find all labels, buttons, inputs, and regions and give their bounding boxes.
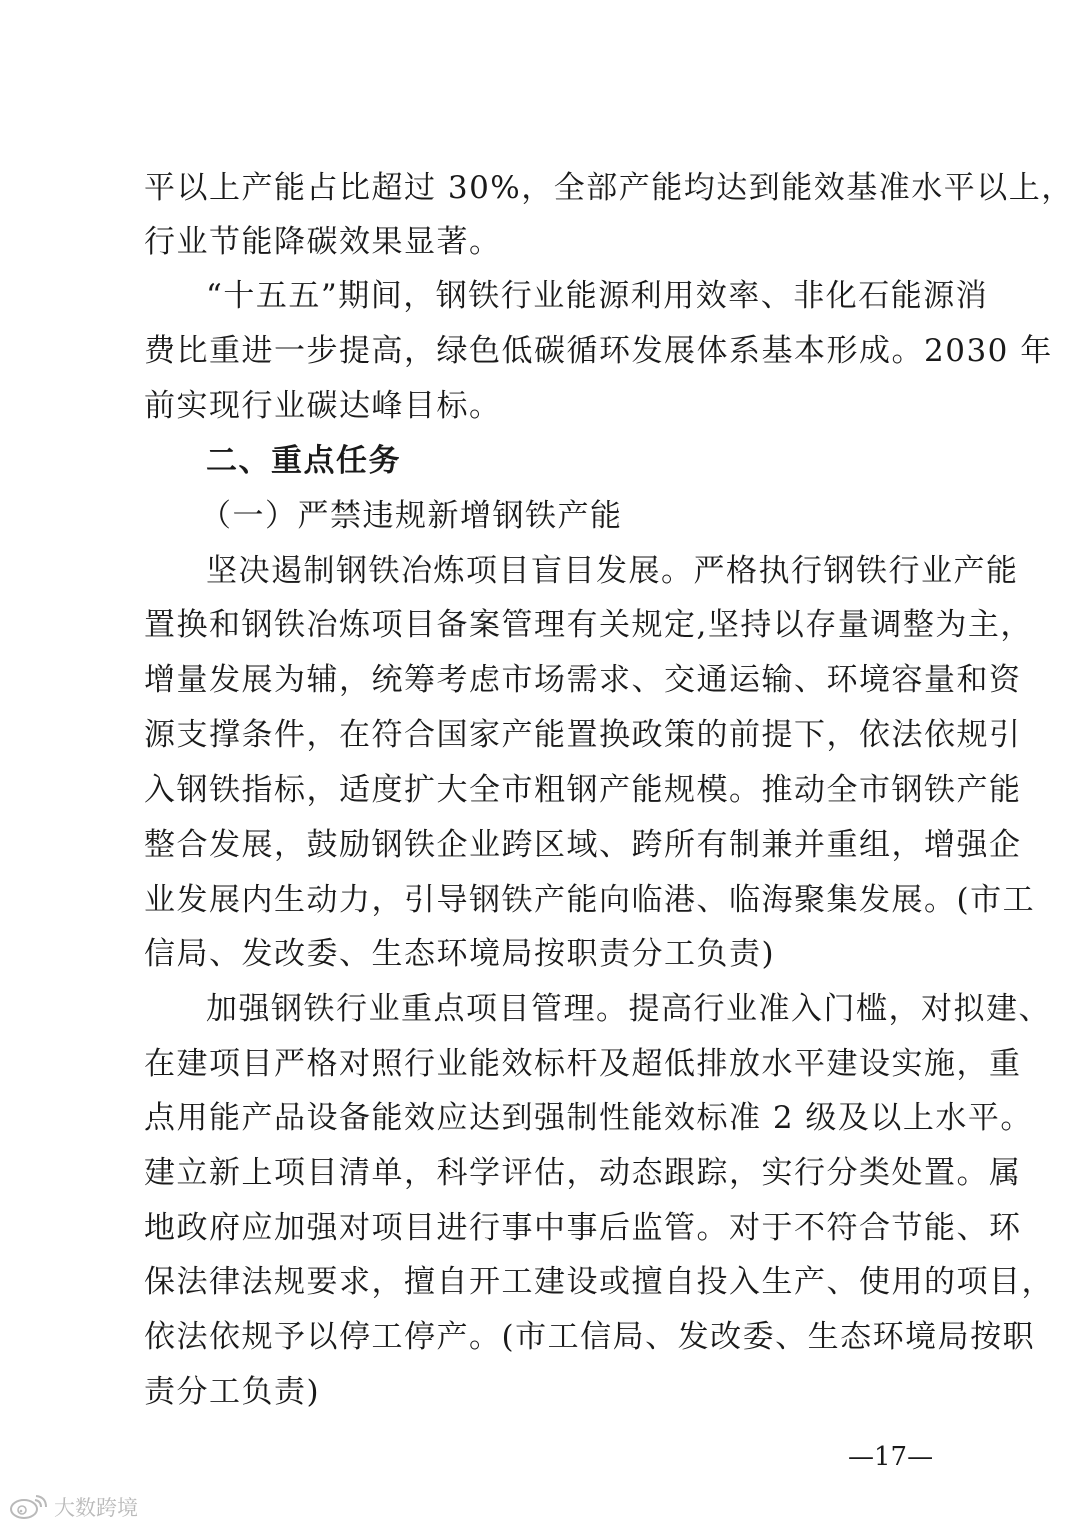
- body-text-line: 依法依规予以停工停产。(市工信局、发改委、生态环境局按职: [144, 1319, 1036, 1355]
- body-text-line: 前实现行业碳达峰目标。: [144, 388, 502, 424]
- subsection-heading: （一）严禁违规新增钢铁产能: [200, 498, 623, 534]
- paragraph-first-line: 坚决遏制钢铁冶炼项目盲目发展。严格执行钢铁行业产能: [206, 553, 1019, 589]
- body-text-line: 建立新上项目清单，科学评估，动态跟踪，实行分类处置。属: [144, 1155, 1022, 1191]
- section-heading: 二、重点任务: [206, 443, 401, 479]
- body-text-line: 业发展内生动力，引导钢铁产能向临港、临海聚集发展。(市工: [144, 882, 1036, 918]
- body-text-line: 增量发展为辅，统筹考虑市场需求、交通运输、环境容量和资: [144, 662, 1022, 698]
- body-text-line: 入钢铁指标，适度扩大全市粗钢产能规模。推动全市钢铁产能: [144, 772, 1022, 808]
- body-text-line: 在建项目严格对照行业能效标杆及超低排放水平建设实施，重: [144, 1046, 1022, 1082]
- body-text-line: 地政府应加强对项目进行事中事后监管。对于不符合节能、环: [144, 1210, 1022, 1246]
- watermark: [8, 1492, 138, 1522]
- body-text-line: 源支撑条件，在符合国家产能置换政策的前提下，依法依规引: [144, 717, 1022, 753]
- body-text-line: 责分工负责): [144, 1374, 321, 1410]
- weibo-icon: [8, 1494, 48, 1520]
- body-text-line: 置换和钢铁冶炼项目备案管理有关规定,坚持以存量调整为主，: [144, 607, 1033, 643]
- body-text-line: 平以上产能占比超过 30%，全部产能均达到能效基准水平以上，: [144, 170, 1074, 206]
- body-text-line: 信局、发改委、生态环境局按职责分工负责): [144, 936, 776, 972]
- page-number: —17—: [848, 1442, 934, 1472]
- paragraph-first-line: 加强钢铁行业重点项目管理。提高行业准入门槛，对拟建、: [206, 991, 1051, 1027]
- body-text-line: 点用能产品设备能效应达到强制性能效标准 2 级及以上水平。: [144, 1100, 1033, 1136]
- body-text-line: 保法律法规要求，擅自开工建设或擅自投入生产、使用的项目，: [144, 1264, 1054, 1300]
- watermark-text: 大数跨境: [54, 1496, 138, 1520]
- paragraph-first-line: “十五五”期间，钢铁行业能源利用效率、非化石能源消: [206, 278, 989, 314]
- body-text-line: 行业节能降碳效果显著。: [144, 224, 502, 260]
- body-text-line: 费比重进一步提高，绿色低碳循环发展体系基本形成。2030 年: [144, 333, 1053, 369]
- body-text-line: 整合发展，鼓励钢铁企业跨区域、跨所有制兼并重组，增强企: [144, 827, 1022, 863]
